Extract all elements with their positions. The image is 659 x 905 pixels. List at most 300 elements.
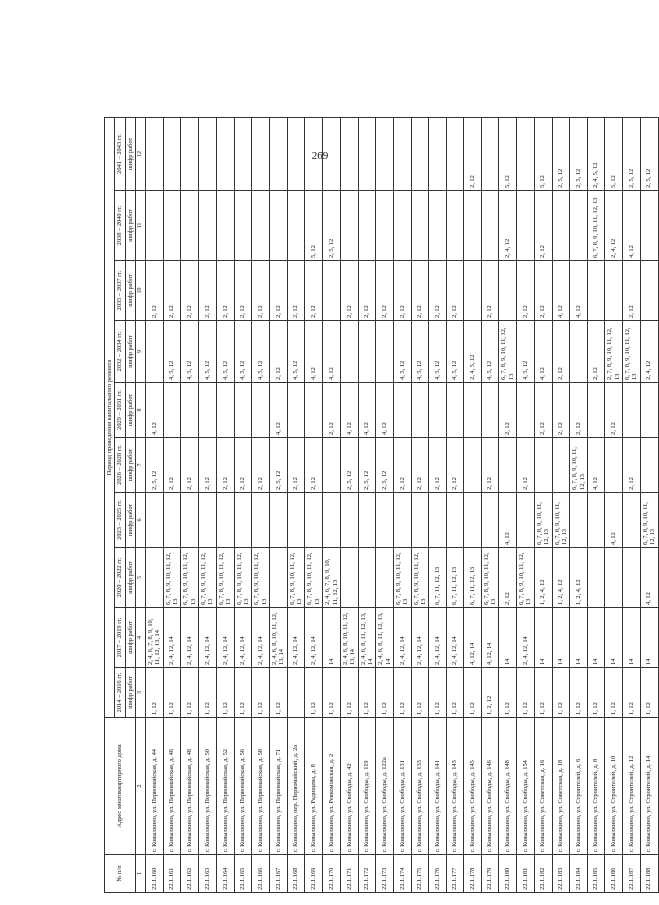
header-address: Адрес многоквартирного дома xyxy=(105,718,136,855)
row-address: г. Ковылкино, ул. Советская, д. 18 xyxy=(552,718,570,855)
work-codes-cell: 2, 4, 12, 14 xyxy=(234,608,252,668)
header-period-7: 2035 – 2037 гг. xyxy=(115,261,125,321)
work-codes-cell: 2, 12 xyxy=(163,261,181,321)
table-row xyxy=(394,117,412,892)
row-address: г. Ковылкино, ул. Первомайская, д. 46 xyxy=(163,718,181,855)
work-codes-cell xyxy=(429,191,446,261)
row-number: 22.1.181 xyxy=(517,855,535,893)
work-codes-cell xyxy=(376,493,394,548)
work-codes-cell xyxy=(464,261,481,321)
work-codes-cell: 2, 12 xyxy=(623,261,641,321)
work-codes-cell: 6, 7, 11, 12, 13 xyxy=(429,548,446,608)
work-codes-cell: 2, 12 xyxy=(517,261,535,321)
header-index-8: 9 xyxy=(136,321,146,383)
work-codes-cell: 2, 12 xyxy=(270,261,288,321)
work-codes-cell: 4, 5, 12 xyxy=(411,321,429,383)
work-codes-cell: 1, 12 xyxy=(587,668,604,718)
work-codes-cell: 1, 12 xyxy=(216,668,234,718)
work-codes-cell: 2, 12 xyxy=(446,261,463,321)
table-row xyxy=(234,117,252,892)
work-codes-cell: 2, 12 xyxy=(252,261,270,321)
work-codes-cell xyxy=(270,493,288,548)
header-sub-label: шифр работ xyxy=(125,383,135,438)
work-codes-cell: 2, 12 xyxy=(199,438,217,493)
work-codes-cell: 1, 12 xyxy=(323,668,341,718)
table-row xyxy=(270,117,288,892)
work-codes-cell: 1, 2, 4, 12 xyxy=(534,548,552,608)
work-codes-cell xyxy=(323,117,341,190)
work-codes-cell: 2, 12 xyxy=(517,438,535,493)
work-codes-cell xyxy=(234,493,252,548)
work-codes-cell: 14 xyxy=(623,608,641,668)
work-codes-cell xyxy=(216,191,234,261)
work-codes-cell xyxy=(305,493,323,548)
table-row xyxy=(517,117,535,892)
work-codes-cell: 4, 5, 12 xyxy=(394,321,412,383)
work-codes-cell: 6, 7, 8, 9, 10, 11, 12, 13 xyxy=(287,548,305,608)
header-index-0: 1 xyxy=(136,855,146,893)
row-number: 22.1.160 xyxy=(145,855,163,893)
work-codes-cell: 2, 12 xyxy=(411,261,429,321)
table-row xyxy=(552,117,570,892)
work-codes-cell: 2, 12 xyxy=(481,261,499,321)
work-codes-cell: 6, 7, 8, 9, 10, 11, 12, 13 xyxy=(181,548,199,608)
header-sub-label: шифр работ xyxy=(125,493,135,548)
row-number: 22.1.177 xyxy=(446,855,463,893)
work-codes-cell: 6, 7, 8, 9, 10, 11, 12, 13 xyxy=(216,548,234,608)
work-codes-cell: 4, 5, 12 xyxy=(252,321,270,383)
work-codes-cell xyxy=(429,383,446,438)
work-codes-cell: 5, 12 xyxy=(534,117,552,190)
table-row xyxy=(640,117,658,892)
header-period-0: 2014 – 2016 гг. xyxy=(115,668,125,718)
work-codes-cell: 2, 12 xyxy=(394,438,412,493)
work-codes-cell xyxy=(446,117,463,190)
row-address: г. Ковылкино, ул. Строителей, д. 10 xyxy=(605,718,623,855)
header-period-3: 2023 – 2025 гг. xyxy=(115,493,125,548)
row-address: г. Ковылкино, ул. Свободы, д. 131 xyxy=(394,718,412,855)
work-codes-cell: 1, 12 xyxy=(181,668,199,718)
row-address: г. Ковылкино, ул. Свободы, д. 154 xyxy=(517,718,535,855)
table-row xyxy=(305,117,323,892)
work-codes-cell xyxy=(394,117,412,190)
work-codes-cell: 2, 12 xyxy=(552,383,570,438)
row-address: г. Ковылкино, ул. Ревкомовская, д. 2 xyxy=(323,718,341,855)
row-number: 22.1.176 xyxy=(429,855,446,893)
work-codes-cell xyxy=(358,493,376,548)
work-codes-cell xyxy=(181,383,199,438)
work-codes-cell: 4, 12 xyxy=(623,191,641,261)
work-codes-cell xyxy=(517,493,535,548)
work-codes-cell xyxy=(623,548,641,608)
row-address: г. Ковылкино, ул. Первомайская, д. 52 xyxy=(216,718,234,855)
work-codes-cell xyxy=(216,383,234,438)
table-row xyxy=(199,117,217,892)
work-codes-cell xyxy=(605,261,623,321)
row-address: г. Ковылкино, ул. Строителей, д. 12 xyxy=(623,718,641,855)
row-number: 22.1.165 xyxy=(234,855,252,893)
work-codes-cell xyxy=(181,117,199,190)
work-codes-cell: 2, 12 xyxy=(181,261,199,321)
row-number: 22.1.185 xyxy=(587,855,604,893)
row-number: 22.1.186 xyxy=(605,855,623,893)
work-codes-cell: 2, 5, 12 xyxy=(376,438,394,493)
work-codes-cell: 2, 12 xyxy=(376,261,394,321)
work-codes-cell: 2, 12 xyxy=(534,191,552,261)
work-codes-cell: 6, 7, 8, 9, 10, 11, 12, 13 xyxy=(199,548,217,608)
work-codes-cell: 4, 12 xyxy=(358,383,376,438)
work-codes-cell xyxy=(340,493,358,548)
work-codes-cell: 4, 5, 12 xyxy=(287,321,305,383)
work-codes-cell xyxy=(517,383,535,438)
work-codes-cell: 2, 12 xyxy=(411,438,429,493)
work-codes-cell: 2, 12 xyxy=(181,438,199,493)
header-index-11: 12 xyxy=(136,117,146,190)
header-period-6: 2032 – 2034 гг. xyxy=(115,321,125,383)
row-number: 22.1.184 xyxy=(570,855,588,893)
row-address: г. Ковылкино, ул. Свободы, д. 141 xyxy=(429,718,446,855)
work-codes-cell: 2, 4, 12, 14 xyxy=(429,608,446,668)
work-codes-cell xyxy=(340,548,358,608)
header-sub-label: шифр работ xyxy=(125,548,135,608)
table-row xyxy=(287,117,305,892)
work-codes-cell: 2, 12 xyxy=(587,321,604,383)
work-codes-cell: 2, 4, 12, 14 xyxy=(411,608,429,668)
work-codes-cell: 2, 4, 12, 14 xyxy=(394,608,412,668)
table-row xyxy=(605,117,623,892)
work-codes-cell: 14 xyxy=(640,608,658,668)
row-number: 22.1.180 xyxy=(499,855,517,893)
work-codes-cell: 4, 5, 12 xyxy=(517,321,535,383)
work-codes-cell xyxy=(464,191,481,261)
work-codes-cell: 6, 7, 8, 9, 10, 11, 12, 13 xyxy=(163,548,181,608)
work-codes-cell xyxy=(499,438,517,493)
work-codes-cell xyxy=(234,191,252,261)
table-row xyxy=(429,117,446,892)
row-address: г. Ковылкино, ул. Радищева, д. 8 xyxy=(305,718,323,855)
table-row xyxy=(481,117,499,892)
table-row xyxy=(340,117,358,892)
work-codes-cell: 14 xyxy=(552,608,570,668)
table-row xyxy=(411,117,429,892)
work-codes-cell: 1, 2, 12 xyxy=(481,668,499,718)
table-row xyxy=(323,117,341,892)
header-index-4: 5 xyxy=(136,548,146,608)
work-codes-cell: 4, 12 xyxy=(534,321,552,383)
table-row xyxy=(163,117,181,892)
work-codes-cell: 6, 7, 8, 9, 10, 11, 12, 13 xyxy=(534,493,552,548)
work-codes-cell xyxy=(270,548,288,608)
work-codes-cell: 6, 7, 8, 9, 10, 11, 12, 13 xyxy=(623,321,641,383)
work-codes-cell xyxy=(287,493,305,548)
work-codes-cell: 6, 7, 8, 9, 10, 11, 12, 13 xyxy=(305,548,323,608)
work-codes-cell: 4, 5, 12 xyxy=(446,321,463,383)
row-number: 22.1.161 xyxy=(163,855,181,893)
work-codes-cell: 2, 12 xyxy=(358,261,376,321)
work-codes-cell: 5, 12 xyxy=(605,117,623,190)
work-codes-cell: 2, 4, 12 xyxy=(605,191,623,261)
work-codes-cell xyxy=(623,383,641,438)
work-codes-cell: 2, 12 xyxy=(323,383,341,438)
work-codes-cell: 2, 12 xyxy=(252,438,270,493)
work-codes-cell: 2, 12 xyxy=(163,438,181,493)
row-number: 22.1.169 xyxy=(305,855,323,893)
work-codes-cell xyxy=(552,191,570,261)
work-codes-cell xyxy=(376,548,394,608)
table-row xyxy=(145,117,163,892)
header-index-2: 3 xyxy=(136,668,146,718)
work-codes-cell: 14 xyxy=(534,608,552,668)
work-codes-cell: 2, 12 xyxy=(570,383,588,438)
work-codes-cell: 2, 12 xyxy=(287,438,305,493)
work-codes-cell xyxy=(323,493,341,548)
row-address: г. Ковылкино, ул. Свободы, д. 143 xyxy=(446,718,463,855)
work-codes-cell: 4, 5, 12 xyxy=(199,321,217,383)
work-codes-cell: 4, 12 xyxy=(499,493,517,548)
work-codes-cell xyxy=(605,548,623,608)
work-codes-cell xyxy=(145,548,163,608)
work-codes-cell xyxy=(464,438,481,493)
work-codes-cell xyxy=(234,117,252,190)
work-codes-cell: 2, 4, 6, 8, 11, 12, 13, 14 xyxy=(358,608,376,668)
table-row xyxy=(216,117,234,892)
work-codes-cell: 1, 12 xyxy=(199,668,217,718)
work-codes-cell xyxy=(358,117,376,190)
work-codes-cell: 2, 12 xyxy=(394,261,412,321)
work-codes-cell xyxy=(287,668,305,718)
work-codes-cell xyxy=(499,261,517,321)
work-codes-cell: 5, 12 xyxy=(499,117,517,190)
work-codes-cell xyxy=(446,191,463,261)
work-codes-cell: 4, 12 xyxy=(570,261,588,321)
header-period-9: 2041 – 2043 гг. xyxy=(115,117,125,190)
header-period-5: 2029 – 2031 гг. xyxy=(115,383,125,438)
work-codes-cell: 4, 12 xyxy=(640,548,658,608)
row-number: 22.1.183 xyxy=(552,855,570,893)
work-codes-cell: 2, 4, 12, 14 xyxy=(199,608,217,668)
row-address: г. Ковылкино, ул. Первомайская, д. 56 xyxy=(234,718,252,855)
work-codes-cell: 14 xyxy=(605,608,623,668)
work-codes-cell: 2, 12 xyxy=(429,438,446,493)
work-codes-cell xyxy=(340,117,358,190)
work-codes-cell: 6, 7, 8, 9, 10, 11, 12, 13 xyxy=(394,548,412,608)
work-codes-cell: 4, 12 xyxy=(552,261,570,321)
work-codes-cell xyxy=(534,438,552,493)
work-codes-cell: 1, 12 xyxy=(446,668,463,718)
work-codes-cell xyxy=(640,191,658,261)
work-codes-cell xyxy=(517,117,535,190)
work-codes-cell: 4, 5, 12 xyxy=(481,321,499,383)
work-codes-cell: 1, 12 xyxy=(163,668,181,718)
work-codes-cell: 1, 12 xyxy=(234,668,252,718)
row-number: 22.1.182 xyxy=(534,855,552,893)
work-codes-cell: 14 xyxy=(587,608,604,668)
work-codes-cell xyxy=(270,191,288,261)
work-codes-cell xyxy=(252,383,270,438)
work-codes-cell xyxy=(145,117,163,190)
work-codes-cell: 2, 12 xyxy=(270,321,288,383)
work-codes-cell xyxy=(481,493,499,548)
row-address: г. Ковылкино, ул. Свободы, д. 133 xyxy=(411,718,429,855)
work-codes-cell xyxy=(411,191,429,261)
table-row xyxy=(252,117,270,892)
work-codes-cell xyxy=(340,191,358,261)
work-codes-cell: 2, 12 xyxy=(534,261,552,321)
work-codes-cell xyxy=(252,117,270,190)
work-codes-cell: 2, 4, 12, 14 xyxy=(287,608,305,668)
work-codes-cell xyxy=(199,383,217,438)
row-number: 22.1.179 xyxy=(481,855,499,893)
work-codes-cell: 6, 7, 8, 9, 10, 11, 12, 13 xyxy=(234,548,252,608)
work-codes-cell xyxy=(376,117,394,190)
work-codes-cell: 2, 12 xyxy=(340,261,358,321)
work-codes-cell: 2, 5, 12 xyxy=(623,117,641,190)
work-codes-cell: 2, 4, 5, 12 xyxy=(587,117,604,190)
row-address: г. Ковылкино, ул. Строителей, д. 8 xyxy=(587,718,604,855)
work-codes-cell xyxy=(358,548,376,608)
work-codes-cell: 1, 12 xyxy=(534,668,552,718)
work-codes-cell xyxy=(481,117,499,190)
row-number: 22.1.162 xyxy=(181,855,199,893)
header-period-8: 2038 – 2040 гг. xyxy=(115,191,125,261)
work-codes-cell xyxy=(305,383,323,438)
row-number: 22.1.173 xyxy=(376,855,394,893)
header-index-9: 10 xyxy=(136,261,146,321)
work-codes-cell: 2, 4, 12, 14 xyxy=(305,608,323,668)
work-codes-cell xyxy=(587,548,604,608)
work-codes-cell: 2, 4, 6, 7, 8, 9, 10, 11, 12, 13 xyxy=(323,548,341,608)
work-codes-cell xyxy=(464,493,481,548)
table-row xyxy=(446,117,463,892)
work-codes-cell: 4, 12, 14 xyxy=(481,608,499,668)
header-index-10: 11 xyxy=(136,191,146,261)
work-codes-cell: 2, 5, 12 xyxy=(323,191,341,261)
work-codes-cell xyxy=(570,321,588,383)
work-codes-cell: 2, 5, 12 xyxy=(270,438,288,493)
work-codes-cell: 4, 5, 12 xyxy=(234,321,252,383)
header-period-title: Период проведения капитального ремонта xyxy=(105,117,115,717)
work-codes-cell: 4, 5, 12 xyxy=(429,321,446,383)
work-codes-cell xyxy=(252,191,270,261)
work-codes-cell: 5, 12 xyxy=(305,191,323,261)
header-sub-label: шифр работ xyxy=(125,608,135,668)
work-codes-cell xyxy=(394,191,412,261)
work-codes-cell: 1, 2, 4, 12 xyxy=(552,548,570,608)
work-codes-cell xyxy=(181,191,199,261)
work-codes-cell: 4, 12 xyxy=(605,493,623,548)
work-codes-cell: 4, 12 xyxy=(587,438,604,493)
work-codes-cell: 2, 4, 12, 14 xyxy=(181,608,199,668)
work-codes-cell xyxy=(323,261,341,321)
work-codes-cell: 2, 4, 6, 8, 10, 11, 12, 13, 14 xyxy=(340,608,358,668)
table-row xyxy=(587,117,604,892)
work-codes-cell xyxy=(163,117,181,190)
table-row xyxy=(358,117,376,892)
row-number: 22.1.168 xyxy=(287,855,305,893)
work-codes-cell xyxy=(199,117,217,190)
work-codes-cell xyxy=(411,117,429,190)
work-codes-cell xyxy=(163,493,181,548)
work-codes-cell xyxy=(394,493,412,548)
work-codes-cell: 1, 12 xyxy=(411,668,429,718)
work-codes-cell: 2, 4, 6, 7, 8, 9, 10, 11, 12, 13, 14 xyxy=(145,608,163,668)
row-address: г. Ковылкино, ул. Строителей, д. 6 xyxy=(570,718,588,855)
work-codes-cell xyxy=(340,321,358,383)
table-row xyxy=(534,117,552,892)
row-address: г. Ковылкино, ул. Советская, д. 16 xyxy=(534,718,552,855)
work-codes-cell: 4, 5, 12 xyxy=(181,321,199,383)
row-number: 22.1.167 xyxy=(270,855,288,893)
work-codes-cell: 2, 12 xyxy=(216,438,234,493)
work-codes-cell xyxy=(163,383,181,438)
work-codes-cell: 1, 12 xyxy=(270,668,288,718)
row-number: 22.1.178 xyxy=(464,855,481,893)
row-address: г. Ковылкино, ул. Свободы, д. 122а xyxy=(376,718,394,855)
row-number: 22.1.187 xyxy=(623,855,641,893)
work-codes-cell xyxy=(570,191,588,261)
rotated-table-area xyxy=(104,118,657,893)
work-codes-cell: 2, 4, 12, 14 xyxy=(252,608,270,668)
work-codes-cell: 4, 12 xyxy=(376,383,394,438)
work-codes-cell: 6, 7, 8, 9, 10, 11, 12, 13 xyxy=(252,548,270,608)
work-codes-cell xyxy=(623,493,641,548)
work-codes-cell: 1, 12 xyxy=(429,668,446,718)
work-codes-cell: 2, 4, 12, 14 xyxy=(517,608,535,668)
work-codes-cell: 2, 12 xyxy=(499,383,517,438)
work-codes-cell xyxy=(429,117,446,190)
work-codes-cell: 1, 12 xyxy=(499,668,517,718)
work-codes-cell: 1, 2, 4, 12 xyxy=(570,548,588,608)
row-address: г. Ковылкино, ул. Свободы, д. 148 xyxy=(499,718,517,855)
row-address: г. Ковылкино, ул. Первомайская, д. 71 xyxy=(270,718,288,855)
work-codes-cell xyxy=(358,191,376,261)
work-codes-cell xyxy=(587,493,604,548)
row-number: 22.1.175 xyxy=(411,855,429,893)
work-codes-cell: 4, 5, 12 xyxy=(163,321,181,383)
work-codes-cell xyxy=(145,191,163,261)
header-sub-label: шифр работ xyxy=(125,668,135,718)
work-codes-cell xyxy=(234,383,252,438)
work-codes-cell xyxy=(145,321,163,383)
work-codes-cell: 1, 12 xyxy=(305,668,323,718)
work-codes-cell: 2, 12 xyxy=(499,548,517,608)
work-codes-cell: 2, 12 xyxy=(481,438,499,493)
work-codes-cell xyxy=(570,493,588,548)
work-codes-cell xyxy=(640,438,658,493)
header-number: № п/п xyxy=(105,855,136,893)
work-codes-cell xyxy=(640,383,658,438)
work-codes-cell xyxy=(376,321,394,383)
work-codes-cell: 2, 5, 12 xyxy=(552,117,570,190)
work-codes-cell xyxy=(181,493,199,548)
work-codes-cell xyxy=(216,117,234,190)
work-codes-cell: 1, 12 xyxy=(145,668,163,718)
work-codes-cell xyxy=(145,493,163,548)
work-codes-cell: 6, 7, 8, 9, 10, 11, 12, 13 xyxy=(481,548,499,608)
work-codes-cell: 2, 5, 12 xyxy=(640,117,658,190)
work-codes-cell: 6, 7, 8, 9, 10, 11, 12, 13 xyxy=(411,548,429,608)
work-codes-cell: 4, 12 xyxy=(145,383,163,438)
work-codes-cell xyxy=(287,191,305,261)
work-codes-cell xyxy=(305,117,323,190)
work-codes-cell xyxy=(481,383,499,438)
work-codes-cell: 4, 12 xyxy=(340,383,358,438)
work-codes-cell: 2, 12 xyxy=(199,261,217,321)
work-codes-cell: 6, 7, 8, 9, 10, 11, 12, 13 xyxy=(570,438,588,493)
work-codes-cell: 2, 4, 6, 8, 11, 12, 13, 14 xyxy=(376,608,394,668)
work-codes-cell: 4, 12, 14 xyxy=(464,608,481,668)
work-codes-cell xyxy=(394,383,412,438)
